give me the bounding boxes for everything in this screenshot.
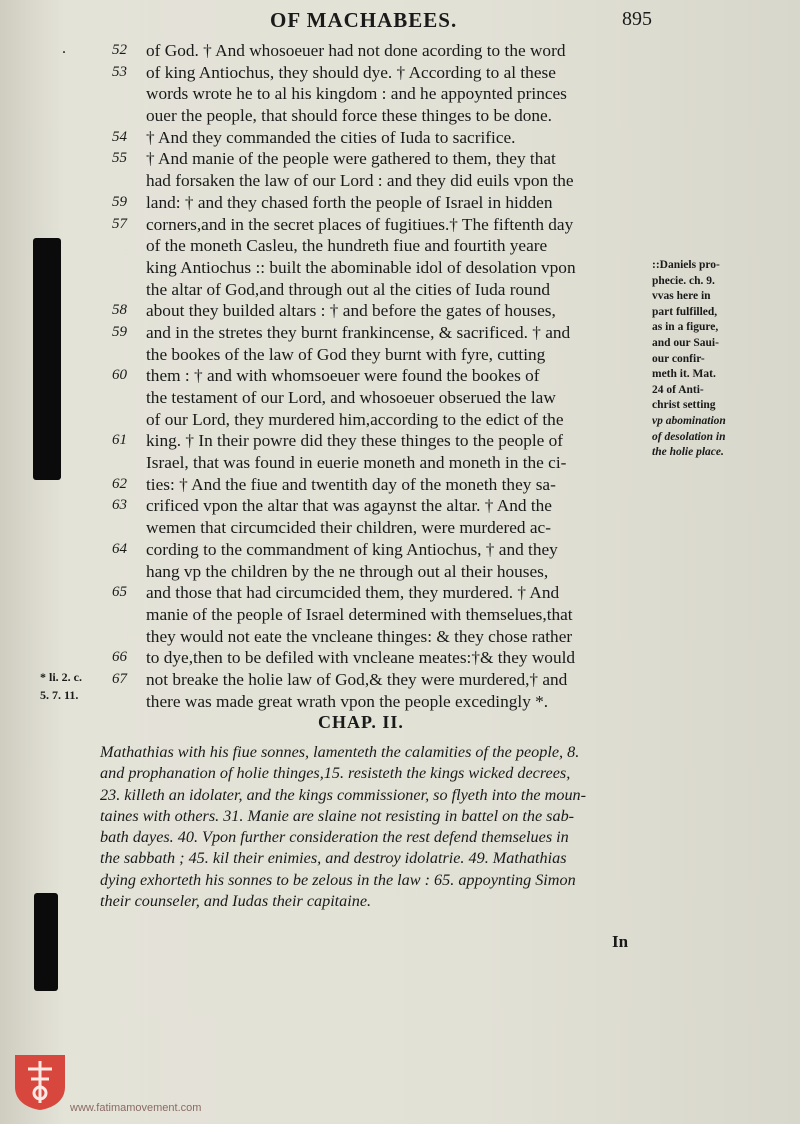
text-line — [112, 40, 656, 62]
text-line — [112, 430, 656, 452]
line-text: of our Lord, they murdered him,according to the edict of the — [146, 409, 564, 429]
line-text: of God. † And whosoeuer had not done acording to the word — [146, 41, 566, 60]
text-line — [146, 83, 656, 105]
verse-number: 52 — [112, 42, 127, 58]
text-line — [112, 192, 656, 214]
line-text: they would not eate the vncleane thinges: & they chose rather — [146, 626, 573, 646]
text-line — [146, 409, 656, 431]
line-text: to dye,then to be defiled with vncleane meates:†& they would — [146, 648, 576, 668]
line-text: king. † In their powre did they these thinges to the people of — [146, 431, 564, 451]
verse-number: 66 — [112, 649, 127, 666]
text-line — [146, 517, 656, 539]
running-title: OF MACHABEES. — [270, 8, 458, 32]
cross-reference-note — [40, 668, 82, 704]
line-text: and in the stretes they burnt frankincense, & sacrificed. † and — [146, 322, 571, 342]
line-text: manie of the people of Israel determined with themselues,that — [146, 604, 573, 624]
summary-line: 23. killeth an idolater, and the kings commissioner, so flyeth into the moun- — [100, 785, 587, 804]
footer-url[interactable]: www.fatimamovement.com — [70, 1102, 202, 1114]
verse-number: 57 — [112, 215, 127, 232]
margin-note-line: phecie. ch. 9. — [652, 274, 715, 287]
line-text: words wrote he to al his kingdom : and he appoynted princes — [146, 84, 567, 104]
line-text: cording to the commandment of king Antiochus, † and they — [146, 539, 558, 559]
margin-note-line: of desolation in — [652, 430, 726, 443]
summary-line: Mathathias with his fiue sonnes, lamenteth the calamities of the people, 8. — [100, 743, 580, 761]
summary-line: bath dayes. 40. Vpon further consideration the rest defend themselues in — [100, 828, 569, 847]
verse-number: 60 — [112, 367, 127, 384]
text-line — [112, 582, 656, 604]
line-text: of the moneth Casleu, the hundreth fiue and fourtith yeare — [146, 236, 548, 256]
line-text: wemen that circumcided their children, were murdered ac- — [146, 518, 551, 538]
line-text: ties: † And the fiue and twentith day of the moneth they sa- — [146, 474, 556, 494]
ink-blot-upper — [33, 238, 61, 480]
verse-number: 59 — [112, 193, 127, 210]
text-line — [146, 235, 656, 257]
line-text: hang vp the children by the ne through out al their houses, — [146, 561, 549, 581]
line-text: the bookes of the law of God they burnt with fyre, cutting — [146, 344, 546, 364]
text-line — [112, 365, 656, 387]
text-line — [146, 170, 656, 192]
margin-note-line: 24 of Anti- — [652, 383, 704, 396]
line-text: crificed vpon the altar that was agaynst the altar. † And the — [146, 496, 552, 516]
text-line — [146, 279, 656, 301]
verse-number: 54 — [112, 128, 127, 145]
verse-number: 64 — [112, 540, 127, 557]
text-line — [146, 626, 656, 648]
line-text: king Antiochus :: built the abominable idol of desolation vpon — [146, 257, 576, 277]
ref-note-line: 5. 7. 11. — [40, 688, 79, 702]
text-line — [112, 62, 656, 84]
line-text: land: † and they chased forth the people of Israel in hidden — [146, 192, 553, 212]
line-text: had forsaken the law of our Lord : and they did euils vpon the — [146, 171, 574, 191]
margin-note-line: the holie place. — [652, 446, 724, 459]
text-line — [112, 300, 656, 322]
margin-note-line: as in a figure, — [652, 321, 719, 334]
summary-line: their counseler, and Iudas their capitaine. — [100, 892, 372, 911]
text-line — [146, 105, 656, 127]
text-line — [146, 344, 656, 366]
text-line — [146, 691, 656, 713]
chapter-summary — [100, 742, 650, 912]
stray-mark: . — [62, 40, 66, 57]
line-text: about they builded altars : † and before the gates of houses, — [146, 301, 556, 321]
text-line — [112, 495, 656, 517]
margin-note-line: and our Saui- — [652, 336, 719, 349]
line-text: not breake the holie law of God,& they were murdered,† and — [146, 669, 568, 689]
verse-number: 65 — [112, 584, 127, 601]
text-line — [112, 322, 656, 344]
page-number: 895 — [622, 8, 652, 30]
text-line — [146, 452, 656, 474]
text-line — [146, 604, 656, 626]
margin-note-line: meth it. Mat. — [652, 368, 716, 381]
line-text: of king Antiochus, they should dye. † According to al these — [146, 62, 556, 82]
margin-note-line: our confir- — [652, 352, 705, 365]
verse-number: 61 — [112, 432, 127, 449]
summary-line: dying exhorteth his sonnes to be zelous in the law : 65. appoynting Simon — [100, 870, 576, 889]
line-text: corners,and in the secret places of fugitiues.† The fiftenth day — [146, 214, 574, 234]
verse-number: 55 — [112, 150, 127, 167]
line-text: Israel, that was found in euerie moneth and moneth in the ci- — [146, 453, 567, 473]
verse-number: 59 — [112, 323, 127, 340]
line-text: and those that had circumcided them, they murdered. † And — [146, 583, 560, 603]
line-text: the altar of God,and through out al the cities of Iuda round — [146, 279, 551, 299]
text-line — [112, 647, 656, 669]
verse-number: 63 — [112, 497, 127, 514]
verse-number: 58 — [112, 302, 127, 319]
summary-line: and prophanation of holie thinges,15. resisteth the kings wicked decrees, — [100, 764, 571, 783]
verse-number: 53 — [112, 63, 127, 80]
verse-number: 62 — [112, 475, 127, 492]
verse-number: 67 — [112, 670, 127, 687]
shield-logo-icon — [13, 1053, 67, 1111]
text-line — [112, 127, 656, 149]
margin-note — [652, 258, 767, 461]
text-line — [146, 387, 656, 409]
text-line — [112, 669, 656, 691]
ref-note-line: * li. 2. c. — [40, 670, 82, 684]
text-line — [112, 214, 656, 236]
margin-note-line: ::Daniels pro- — [652, 259, 720, 271]
line-text: † And they commanded the cities of Iuda to sacrifice. — [146, 127, 516, 147]
line-text: † And manie of the people were gathered to them, they that — [146, 149, 556, 169]
text-line — [146, 561, 656, 583]
line-text: ouer the people, that should force these thinges to be done. — [146, 106, 552, 126]
text-line — [112, 474, 656, 496]
margin-note-line: christ setting — [652, 399, 716, 412]
text-line — [146, 257, 656, 279]
line-text: them : † and with whomsoeuer were found the bookes of — [146, 366, 540, 386]
margin-note-line: vp abomination — [652, 414, 726, 427]
margin-note-line: part fulfilled, — [652, 305, 718, 318]
ink-blot-lower — [34, 893, 58, 991]
body-text — [112, 40, 656, 712]
margin-note-line: vvas here in — [652, 290, 711, 303]
catchword: In — [612, 932, 629, 951]
line-text: the testament of our Lord, and whosoeuer obserued the law — [146, 388, 556, 407]
line-text: there was made great wrath vpon the people excedingly *. — [146, 691, 549, 711]
summary-line: the sabbath ; 45. kil their enimies, and destroy idolatrie. 49. Mathathias — [100, 849, 567, 868]
text-line — [112, 148, 656, 170]
text-line — [112, 539, 656, 561]
summary-line: taines with others. 31. Manie are slaine not resisting in battel on the sab- — [100, 806, 575, 825]
chapter-heading: CHAP. II. — [318, 712, 404, 732]
